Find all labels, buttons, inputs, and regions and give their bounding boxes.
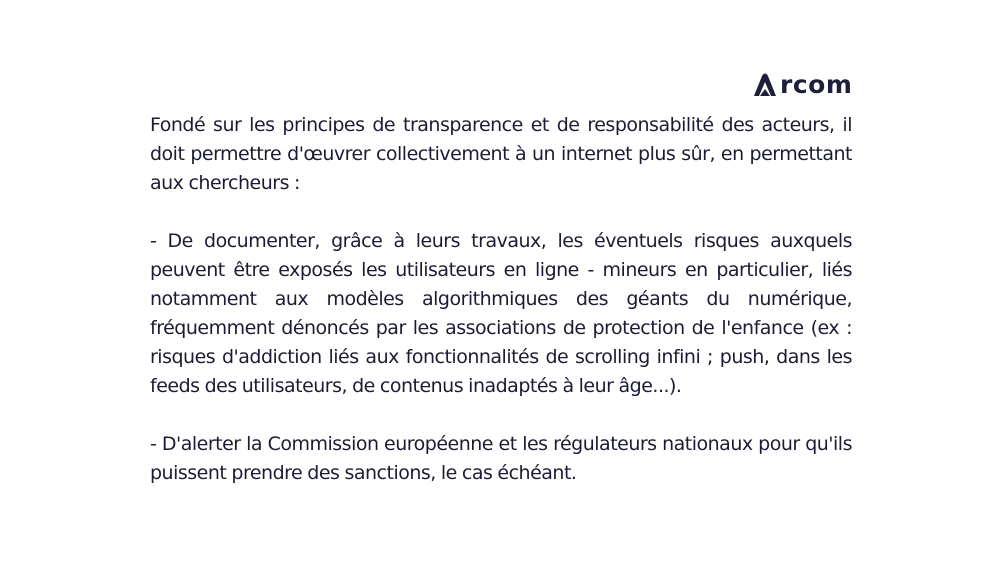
bullet-documenter: - De documenter, grâce à leurs travaux, les éventuels risques auxquels peuvent être exposés les utilisateurs en ligne - mineurs en particulier, liés notamment aux modèles algorithmiques des géants du numérique, fréquemment dénoncés par les associations de protection de l'enfance (ex : risques d'addiction liés aux fonctionnalités de scrolling infini ; push, dans les feeds des utilisateurs, de contenus inadaptés à leur âge...). (150, 230, 852, 397)
paragraph-spacer (150, 401, 852, 430)
logo-text: rcom (780, 70, 853, 99)
bullet-alerter: - D'alerter la Commission européenne et les régulateurs nationaux pour qu'ils puissent prendre des sanctions, le cas échéant. (150, 433, 852, 484)
document-body (150, 111, 852, 488)
arcom-logo (751, 70, 852, 100)
arcom-a-mark-icon (751, 72, 779, 98)
intro-paragraph: Fondé sur les principes de transparence et de responsabilité des acteurs, il doit permettre d'œuvrer collectivement à un internet plus sûr, en permettant aux chercheurs : (150, 114, 852, 194)
paragraph-spacer (150, 198, 852, 227)
